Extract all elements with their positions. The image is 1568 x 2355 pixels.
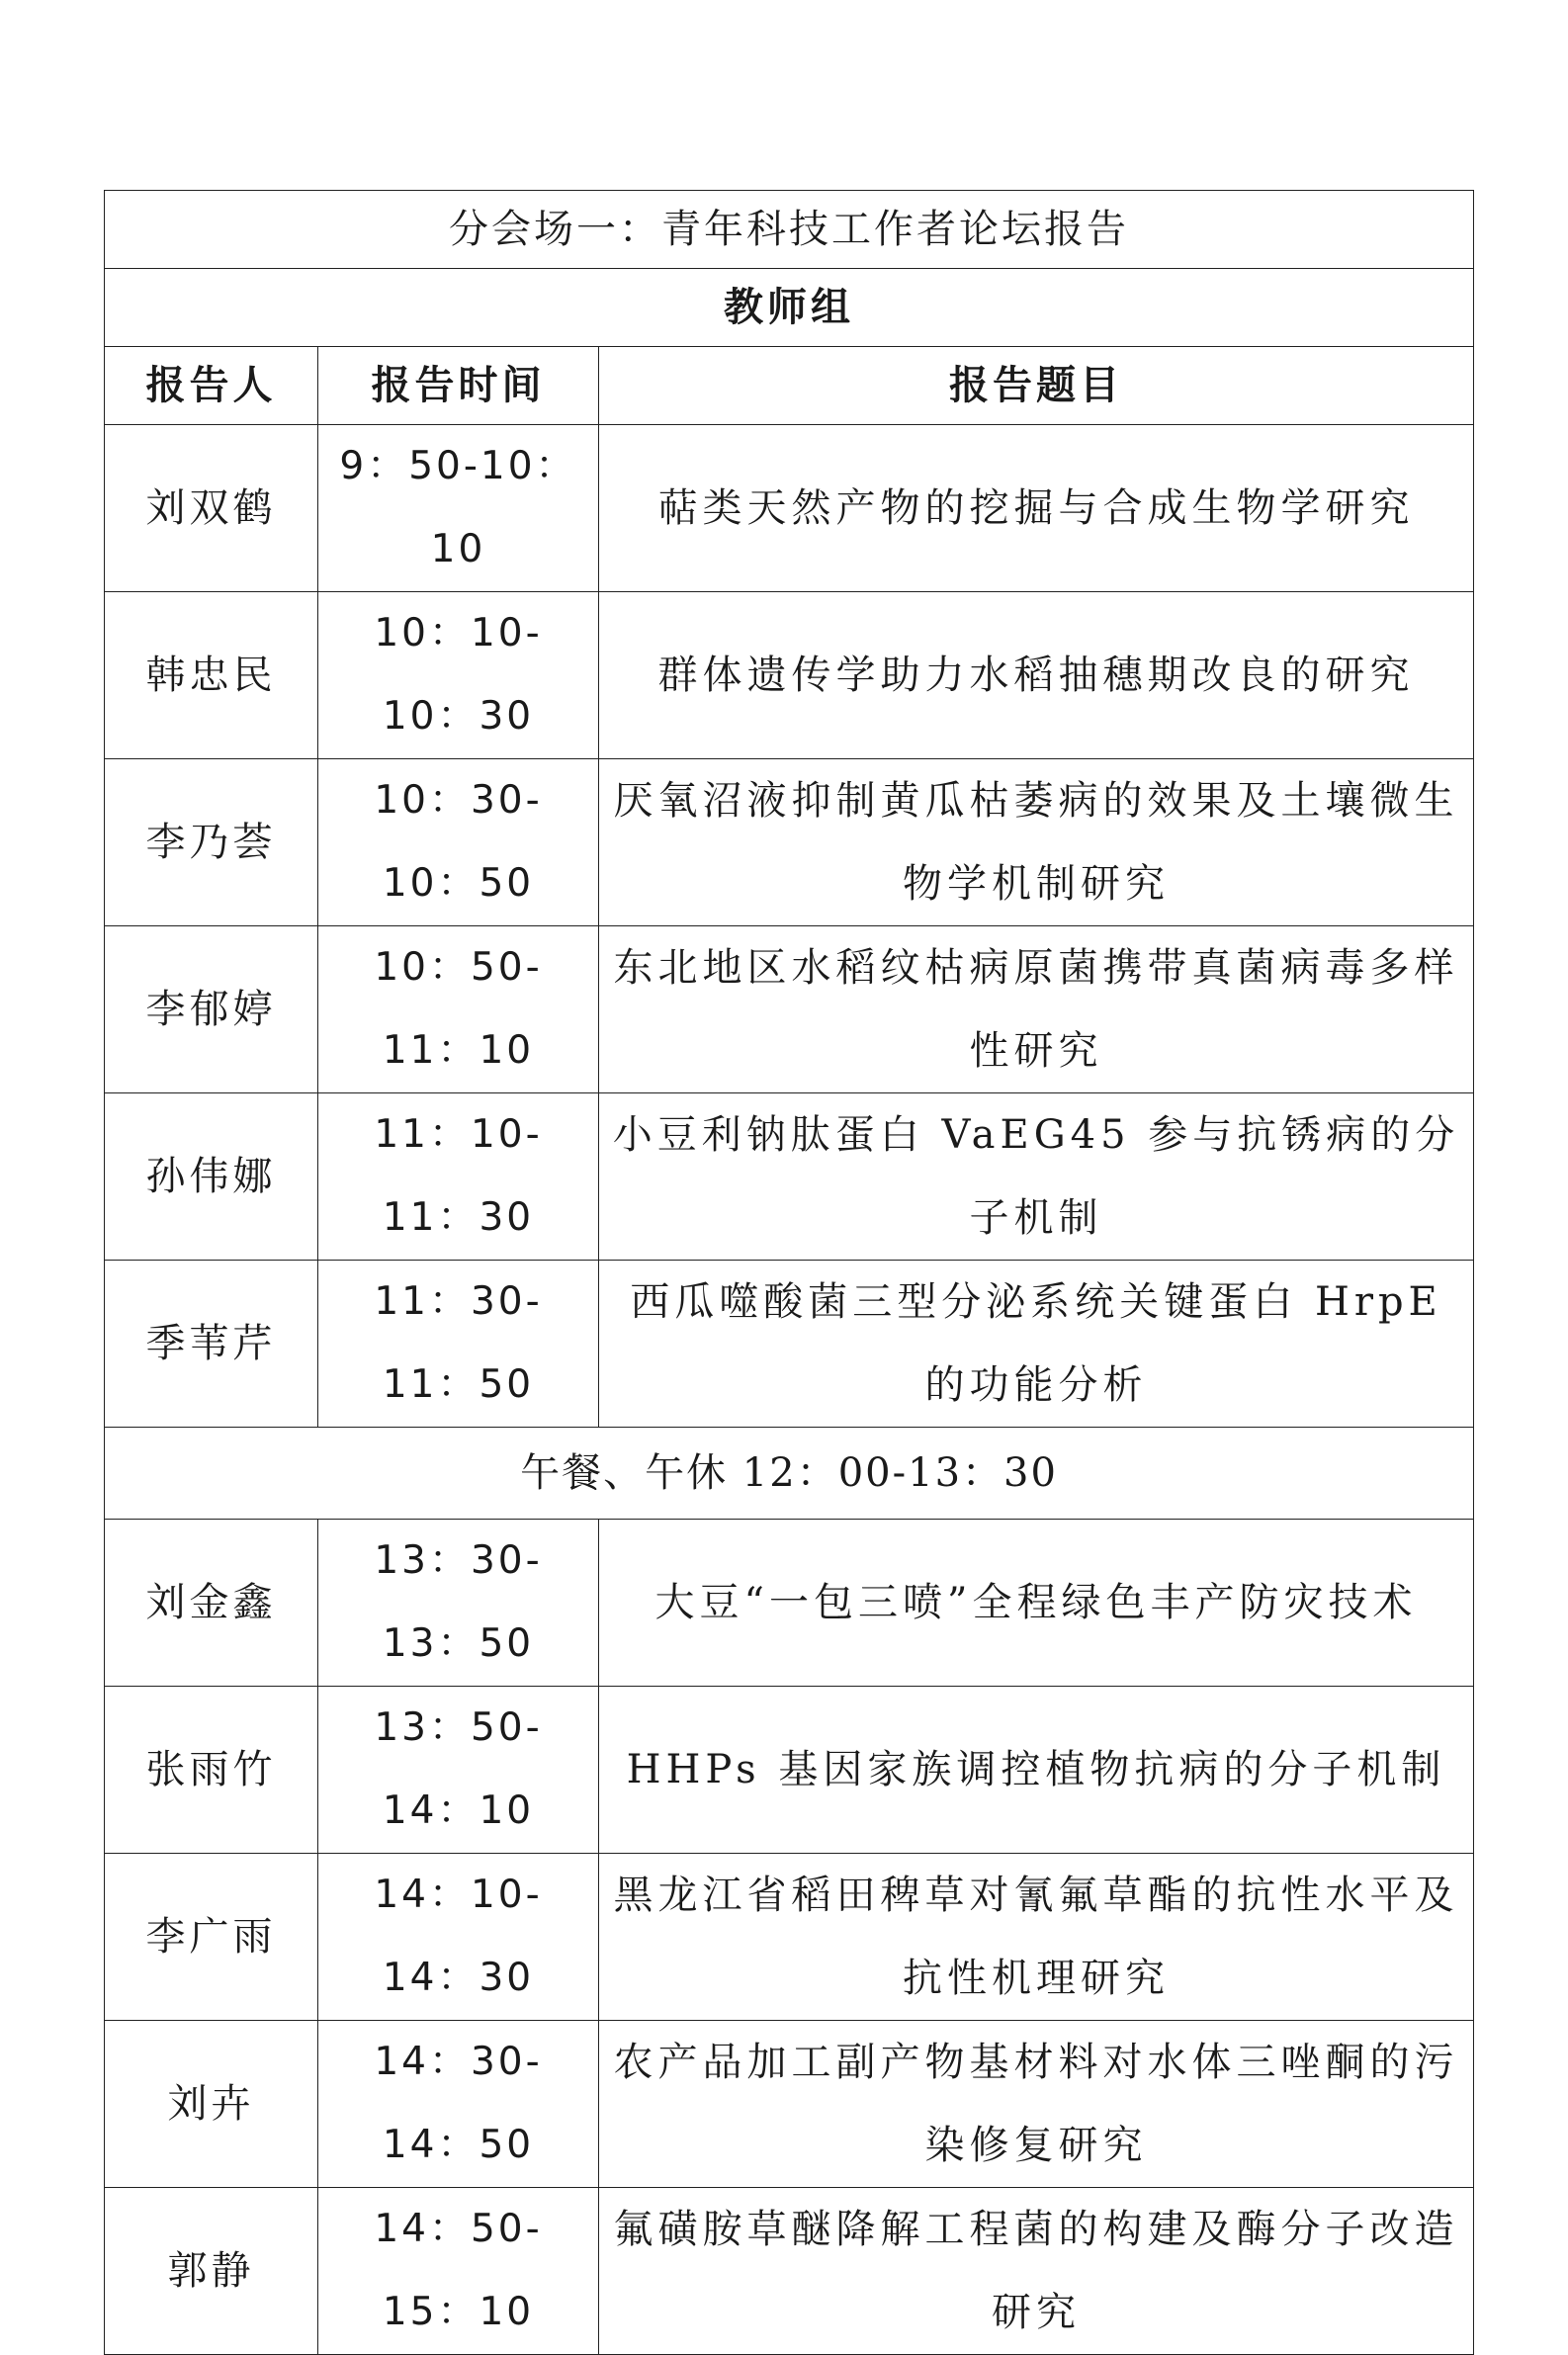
table-row	[105, 1854, 1474, 2021]
time-cell: 13：50-14：10	[318, 1687, 599, 1854]
topic-cell: 农产品加工副产物基材料对水体三唑酮的污染修复研究	[599, 2021, 1474, 2188]
time-cell: 13：30-13：50	[318, 1520, 599, 1687]
speaker-cell: 刘卉	[105, 2021, 318, 2188]
topic-cell: 大豆“一包三喷”全程绿色丰产防灾技术	[599, 1520, 1474, 1687]
time-cell: 14：10-14：30	[318, 1854, 599, 2021]
table-row	[105, 1687, 1474, 1854]
session-title: 分会场一：青年科技工作者论坛报告	[105, 191, 1474, 269]
lunch-break-text: 午餐、午休 12：00-13：30	[105, 1428, 1474, 1520]
topic-cell: HHPs 基因家族调控植物抗病的分子机制	[599, 1687, 1474, 1854]
topic-cell: 萜类天然产物的挖掘与合成生物学研究	[599, 425, 1474, 592]
topic-cell: 小豆利钠肽蛋白 VaEG45 参与抗锈病的分子机制	[599, 1093, 1474, 1261]
speaker-cell: 韩忠民	[105, 592, 318, 759]
table-row	[105, 2021, 1474, 2188]
table-row	[105, 926, 1474, 1093]
table-row	[105, 1520, 1474, 1687]
speaker-cell: 刘金鑫	[105, 1520, 318, 1687]
topic-cell: 西瓜噬酸菌三型分泌系统关键蛋白 HrpE 的功能分析	[599, 1261, 1474, 1428]
topic-cell: 厌氧沼液抑制黄瓜枯萎病的效果及土壤微生物学机制研究	[599, 759, 1474, 926]
speaker-cell: 刘双鹤	[105, 425, 318, 592]
topic-cell: 群体遗传学助力水稻抽穗期改良的研究	[599, 592, 1474, 759]
schedule-table	[104, 190, 1474, 2355]
group-heading: 教师组	[105, 269, 1474, 347]
speaker-cell: 张雨竹	[105, 1687, 318, 1854]
title-row	[105, 191, 1474, 269]
column-header-speaker: 报告人	[105, 347, 318, 425]
speaker-cell: 李郁婷	[105, 926, 318, 1093]
speaker-cell: 李广雨	[105, 1854, 318, 2021]
column-header-topic: 报告题目	[599, 347, 1474, 425]
column-header-time: 报告时间	[318, 347, 599, 425]
header-row	[105, 347, 1474, 425]
table-row	[105, 1261, 1474, 1428]
time-cell: 10：30-10：50	[318, 759, 599, 926]
time-cell: 10：50-11：10	[318, 926, 599, 1093]
speaker-cell: 郭静	[105, 2188, 318, 2355]
topic-cell: 黑龙江省稻田稗草对氰氟草酯的抗性水平及抗性机理研究	[599, 1854, 1474, 2021]
time-cell: 11：30-11：50	[318, 1261, 599, 1428]
table-row	[105, 2188, 1474, 2355]
time-cell: 9：50-10：10	[318, 425, 599, 592]
table-row	[105, 592, 1474, 759]
table-row	[105, 1093, 1474, 1261]
speaker-cell: 李乃荟	[105, 759, 318, 926]
table-row	[105, 425, 1474, 592]
time-cell: 10：10-10：30	[318, 592, 599, 759]
speaker-cell: 孙伟娜	[105, 1093, 318, 1261]
time-cell: 14：50-15：10	[318, 2188, 599, 2355]
topic-cell: 东北地区水稻纹枯病原菌携带真菌病毒多样性研究	[599, 926, 1474, 1093]
table-row	[105, 759, 1474, 926]
time-cell: 11：10-11：30	[318, 1093, 599, 1261]
speaker-cell: 季苇芹	[105, 1261, 318, 1428]
topic-cell: 氟磺胺草醚降解工程菌的构建及酶分子改造研究	[599, 2188, 1474, 2355]
group-row	[105, 269, 1474, 347]
lunch-break-row	[105, 1428, 1474, 1520]
time-cell: 14：30-14：50	[318, 2021, 599, 2188]
